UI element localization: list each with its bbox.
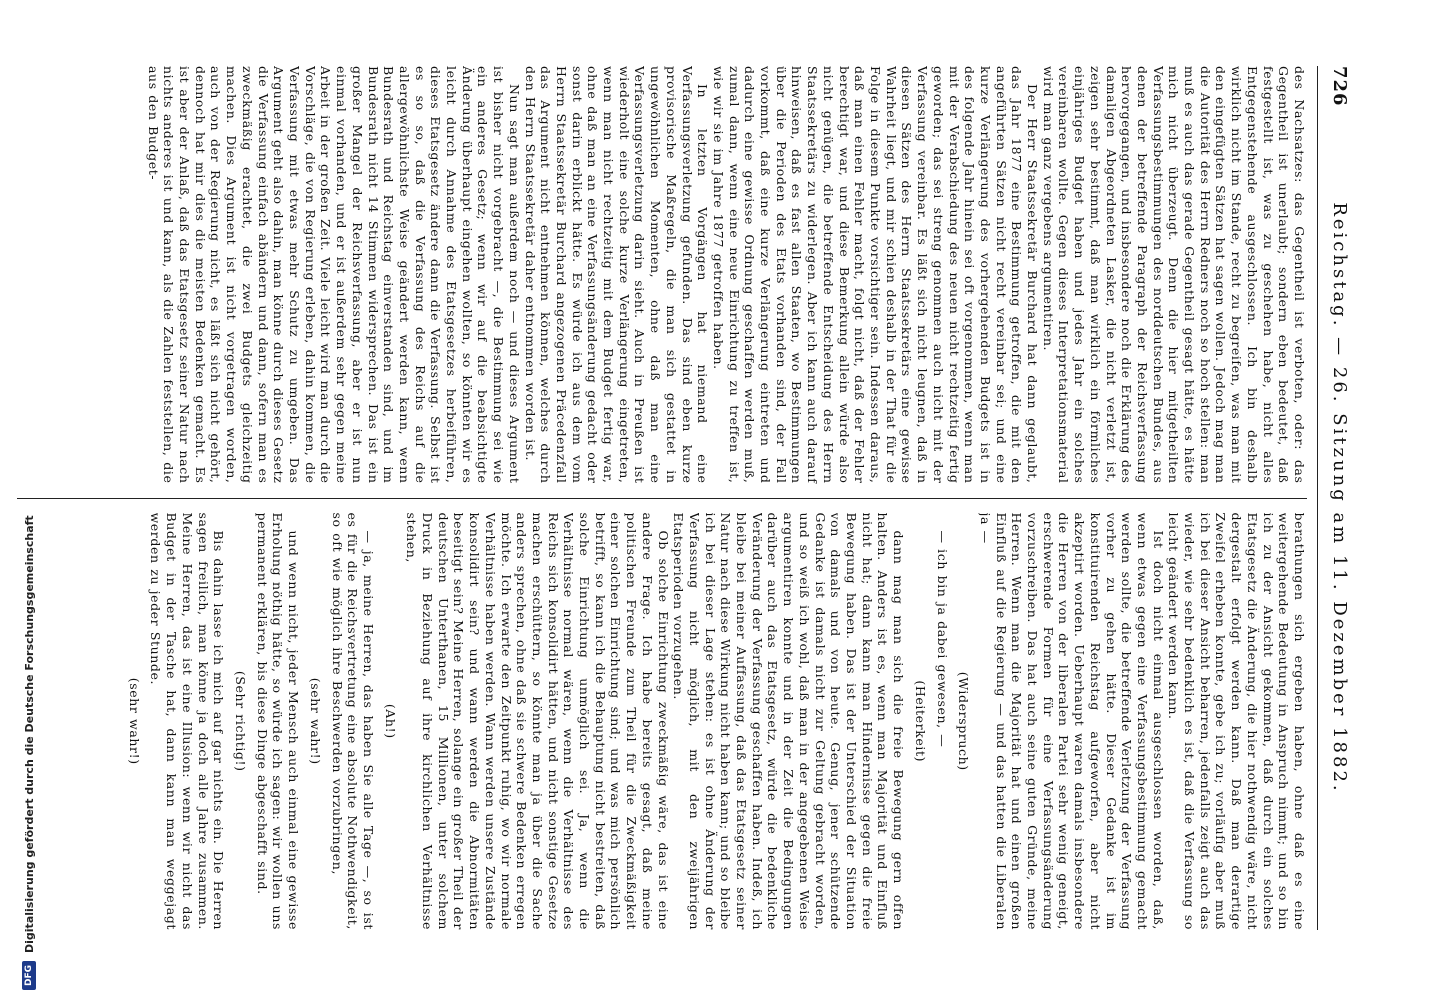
column-rule bbox=[17, 498, 1307, 499]
paragraph: des Nachsatzes: das Gegentheil ist verboten, oder: das Gegentheil ist unerlaubt; sondern eben bedeutet, daß festgestellt ist, was zu geschehen habe, nicht alles Entgegenstehende ausgeschlossen. Ich bin deshalb wirklich nicht im Stande, recht zu begreifen, was man mit den eingefügten Sätzen hat sagen wollen. Jedoch mag man die Autorität des Herrn Redners noch so hoch stellen: man muß es auch das gerade Gegentheil gesagt hätte, es hätte mich nicht überzeugt. Denn die hier mitgetheilten Verfassungsbestimmungen des norddeutschen Bundes, aus denen der betreffende Paragraph der Reichsverfassung hervorgegangen, und insbesondere noch die Erklärung des damaligen Abgeordneten Lasker, die nicht verletzt ist, zeigen sehr bestimmt, daß man wirklich ein förmliches einjähriges Budget haben und jedes Jahr ein solches vereinbaren wollte. Gegen dieses Interpretationsmaterial wird man ganz vergebens argumentiren. bbox=[1040, 66, 1307, 484]
paragraph: berathungen sich ergeben haben, ohne daß es eine weitergehende Bedeutung in Anspruch nimmt; und so bin ich zu der Ansicht gekommen, daß durch ein solches Etatsgesetz die Änderung, die hier nothwendig wäre, nicht dergestalt erfolgt werden kann. Daß man derartige Zweifel erheben konnte, gebe ich zu; vorläufig aber muß ich bei dieser Ansicht beharren, jedenfalls zeigt auch das wieder, wie sehr bedenklich es ist, daß die Verfassung so leicht geändert werden kann. bbox=[1166, 512, 1307, 930]
paragraph: In letzten Vorgängen hat niemand eine Verfassungsverletzung gefunden. Das sind eben kurze provisorische Maßregeln, die man sich gestattet in ungewöhnlichen Momenten, ohne daß man eine Verfassungsverletzung darin sieht. Auch in Preußen ist wiederholt eine solche kurze Verlängerung eingetreten, wenn man nicht rechtzeitig mit dem Budget fertig war, ohne daß man an eine Verfassungsänderung gedacht oder sonst darin erblickt hätte. Es würde ich aus dem vom Herrn Staatssekretär Burchard angezogenen Präcedenzfall das Argument nicht entnehmen können, welches durch den Herrn Staatssekretär daher entnommen worden ist. bbox=[522, 66, 711, 484]
paragraph: (Heiterkeit) bbox=[912, 680, 928, 763]
paragraph: — ich bin ja dabei gewesen, — bbox=[934, 530, 950, 748]
running-head: Reichstag. — 26. Sitzung am 11. Dezember 1882. bbox=[1329, 202, 1350, 794]
paragraph: (sehr wahr!) bbox=[126, 677, 142, 765]
paragraph: — ja, meine Herren, das haben Sie alle Tage —, so ist es für die Reichsvertretung eine absolute Nothwendigkeit, so oft wie möglich ihre Beschwerden vorzubringen, bbox=[329, 512, 376, 930]
right-column bbox=[17, 513, 1307, 931]
digitization-credit: Digitalisierung gefördert durch die Deutsche Forschungsgemeinschaft bbox=[22, 515, 36, 953]
paragraph: und wenn nicht, jeder Mensch auch einmal eine gewisse Erholung nöthig hätte, so würde ich sagen: wir wollen uns permanent erklären, bis diese Dinge abgeschafft sind. bbox=[254, 512, 302, 930]
paragraph: (Widerspruch) bbox=[956, 671, 972, 771]
paragraph: Ist doch nicht einmal ausgeschlossen worden, daß, wenn etwas gegen eine Verfassungsbestimmung gemacht werden sollte, die betreffende Verletzung der Verfassung vorher zu gehen hätte. Dieser Gedanke ist im konstituirenden Reichstag aufgeworfen, aber nicht akzeptirt worden. Ueberhaupt waren damals insbesondere die Herren von der liberalen Partei sehr wenig geneigt, erschwerende Formen für eine Verfassungsänderung vorzuschreiben. Das hat auch seine guten Gründe, meine Herren. Wenn man die Majorität hat und einen großen Einfluß auf die Regierung — und das hatten die Liberalen ja — bbox=[977, 512, 1166, 930]
page-header bbox=[1317, 66, 1350, 930]
paragraph: Bis dahin lasse ich mich auf gar nichts ein. Die Herren sagen freilich, man könne ja doch alle Jahre zusammen. Meine Herren, das ist eine Illusion: wenn wir nicht das Budget in der Tasche hat, dann kann man weggejagt werden zu jeder Stunde. bbox=[148, 512, 227, 930]
footer bbox=[0, 0, 44, 1000]
paragraph: (sehr wahr!) bbox=[307, 677, 323, 765]
paragraph: (Sehr richtig!) bbox=[233, 670, 248, 772]
paragraph: Der Herr Staatssekretär Burchard hat dann geglaubt, das Jahr 1877 eine Bestimmung getroffen, die mit den angeführten Sätzen nicht recht vereinbar sei; und eine kurze Verlängerung des vorhergehenden Budgets ist in des folgende Jahr hinein sei oft vorgenommen, wenn man mit der Verabschiedung des neuen nicht rechtzeitig fertig geworden; das sei streng genommen auch nicht mit der Verfassung vereinbar. Es läßt sich nicht leugnen, daß in diesen Sätzen des Herrn Staatssekretärs eine gewisse Wahrheit liegt, und mir schien deshalb in der That für die Folge in diesem Punkte vorsichtiger sein. Indessen daraus, daß man einen Fehler macht, folgt nicht, daß der Fehler berechtigt war, und diese Bemerkung allein würde also nicht genügen, die betreffende Entscheidung des Herrn Staatssekretärs zu widerlegen. Aber ich kann auch darauf hinweisen, daß es fast allen Staaten, wo Bestimmungen über die Perioden des Etats vorhanden sind, der Fall vorkommt, daß eine kurze Verlängerung eintreten und dadurch eine gewisse Ordnung geschaffen werden muß, zumal dann, wenn eine neue Einrichtung zu treffen ist, wie wir sie im Jahre 1877 getroffen haben. bbox=[710, 66, 1041, 484]
paragraph: dann mag man sich die freie Bewegung gern offen halten. Anders ist es, wenn man Majorität und Einfluß nicht hat; dann kann man Hindernisse gegen die freie Bewegung haben. Das ist der Unterschied der Situation von damals und von heute. Genug, jener schützende Gedanke ist damals nicht zur Geltung gebracht worden, und so weiß ich wohl, daß man in der angegebenen Weise argumentiren konnte und in der Zeit die Bedingungen darüber auch das Etatsgesetz, würde die bedenkliche Veränderung der Verfassung geschaffen haben. Indeß, ich bleibe bei meiner Auffassung, daß das Etatsgesetz seiner Natur nach diese Wirkung nicht haben kann; und so bleibe ich bei dieser Lage stehen: es ist ohne Änderung der Verfassung nicht möglich, mit den zweijährigen Etatsperioden vorzugehen. bbox=[671, 512, 907, 930]
paragraph: Nun sagt man außerdem noch — und dieses Argument ist bisher nicht vorgebracht —, die Bestimmung sei wie ein anderes Gesetz; wenn wir auf die beabsichtigte Änderung überhaupt eingehen wollten, so könnten wir es leicht durch Annahme des Etatsgesetzes herbeiführen, dieses Etatsgesetz ändere dann die Verfassung. Selbst ist es so so, daß die Verfassung des Reichs auf die allergewöhnlichste Weise geändert werden kann, wenn Bundesrath und Reichstag einverstanden sind, und im Bundesrath nicht 14 Stimmen widersprechen. Das ist ein großer Mangel der Reichsverfassung, aber er ist nun einmal vorhanden, und er ist außerdem sehr gegen meine Arbeit in der großen Zeit. Viele leicht wird man durch die Vorschläge, die von Regierung erleben, dahin kommen, die Verfassung mit etwas mehr Schutz zu umgeben. Das Argument geht also dahin, man könne durch dieses Gesetz die Verfassung einfach abändern und dann, sofern man es zweckmäßig erachtet, die zwei Budgets gleichzeitig machen. Dies Argument ist nicht vorgetragen worden, auch von der Regierung nicht, es läßt sich nicht gehört, dennoch hat mir dies die meisten Bedenken gemacht. Es ist aber der Anlaß, daß das Etatsgesetz seiner Natur nach nichts anderes ist und kann, als die Zahlen feststellen, die aus den Budget- bbox=[145, 66, 522, 484]
left-column bbox=[17, 66, 1307, 484]
page-number: 726 bbox=[1329, 66, 1350, 107]
dfg-logo: DFG bbox=[22, 961, 36, 990]
paragraph: Ob solche Einrichtung zweckmäßig wäre, das ist eine andere Frage. Ich habe bereits gesagt, daß meine politischen Freunde zum Theil für die Zweckmäßigkeit einer solchen Einrichtung sind; und was mich persönlich betrifft, so kann ich die Behauptung nicht bestreiten, daß solche Einrichtung unmöglich sei. Ja, wenn die Verhältnisse normal wären, wenn die Verhältnisse des Reichs sich konsolidirt hätten, und nicht sonstige Gesetze machen erschüttern, so könnte man ja über die Sache anders sprechen, ohne daß sie schwere Bedenken erregen möchte. Ich erwarte den Zeitpunkt ruhig, wo wir normale Verhältnisse haben werden. Wann werden unsere Zustände konsolidirt sein? und wann werden die Abnormitäten beseitigt sein? Meine Herren, solange ein großer Theil der deutschen Unterthanen, 15 Millionen, unter solchem Druck in Beziehung auf ihre kirchlichen Verhältnisse stehen, bbox=[404, 512, 671, 930]
text-columns bbox=[17, 66, 1307, 930]
paragraph: (Ah!) bbox=[382, 703, 398, 739]
